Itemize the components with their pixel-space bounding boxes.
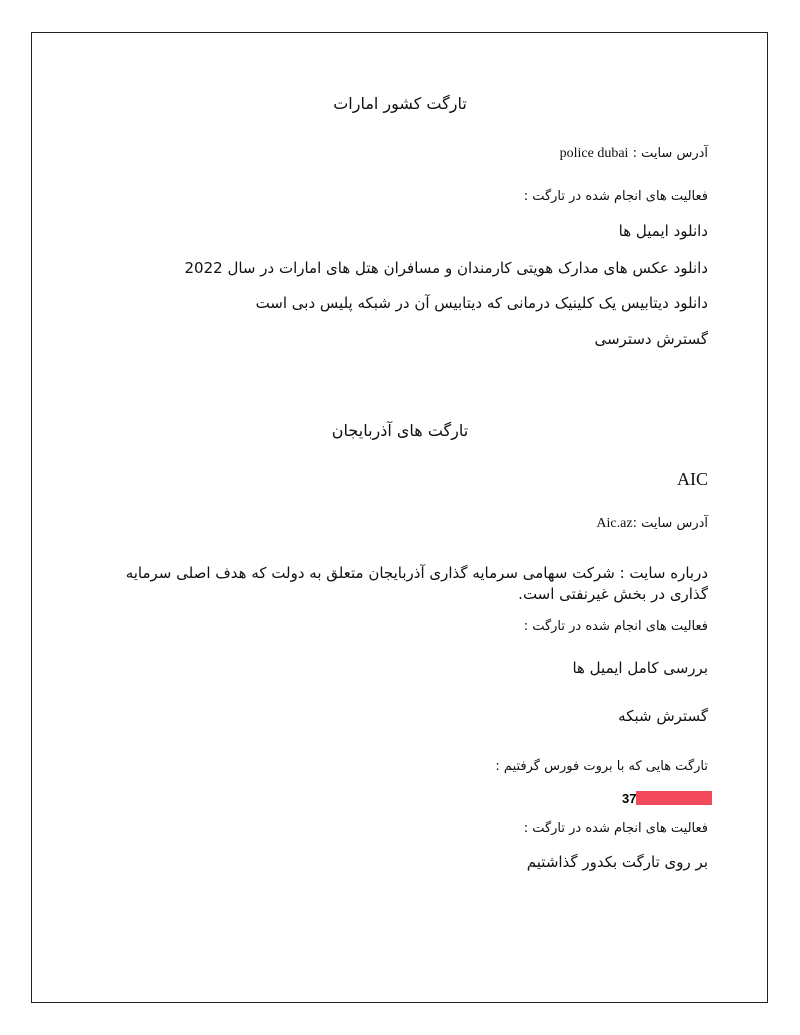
uae-activities-label: فعالیت های انجام شده در تارگت : — [523, 189, 708, 204]
bruteforce-label: تارگت هایی که با بروت فورس گرفتیم : — [495, 759, 708, 774]
azerbaijan-site-address — [596, 516, 708, 533]
azerbaijan-site-label: آدرس سایت : — [632, 516, 708, 531]
azerbaijan-site-value: Aic.az — [596, 516, 633, 531]
azerbaijan-heading: تارگت های آذربایجان — [331, 421, 469, 440]
uae-heading: تارگت کشور امارات — [333, 94, 467, 113]
uae-activity-item: دانلود عکس های مدارک هویتی کارمندان و مسافران هتل های امارات در سال 2022 — [184, 259, 708, 277]
azerbaijan-activity2-item: بر روی تارگت بکدور گذاشتیم — [526, 853, 708, 871]
uae-site-label: آدرس سایت : — [628, 146, 708, 161]
redaction-bar — [636, 791, 712, 805]
uae-activity-item: دانلود ایمیل ها — [618, 222, 708, 240]
azerbaijan-activity-item: گسترش شبکه — [618, 707, 708, 725]
uae-activity-item: دانلود دیتابیس یک کلینیک درمانی که دیتابیس آن در شبکه پلیس دبی است — [255, 294, 708, 312]
uae-site-value: police dubai — [559, 146, 629, 161]
azerbaijan-activity-item: بررسی کامل ایمیل ها — [572, 659, 708, 677]
bruteforce-count — [622, 790, 712, 806]
uae-site-address — [560, 146, 708, 163]
azerbaijan-activities-label: فعالیت های انجام شده در تارگت : — [523, 619, 708, 634]
azerbaijan-activities2-label: فعالیت های انجام شده در تارگت : — [523, 821, 708, 836]
bruteforce-count-visible-digits: 37 — [622, 790, 637, 806]
uae-activity-item: گسترش دسترسی — [594, 330, 708, 348]
azerbaijan-about: درباره سایت : شرکت سهامی سرمایه گذاری آذربایجان متعلق به دولت که هدف اصلی سرمایه گذاری در بخش غیرنفتی است. — [125, 564, 708, 603]
azerbaijan-target-name: AIC — [677, 469, 708, 489]
